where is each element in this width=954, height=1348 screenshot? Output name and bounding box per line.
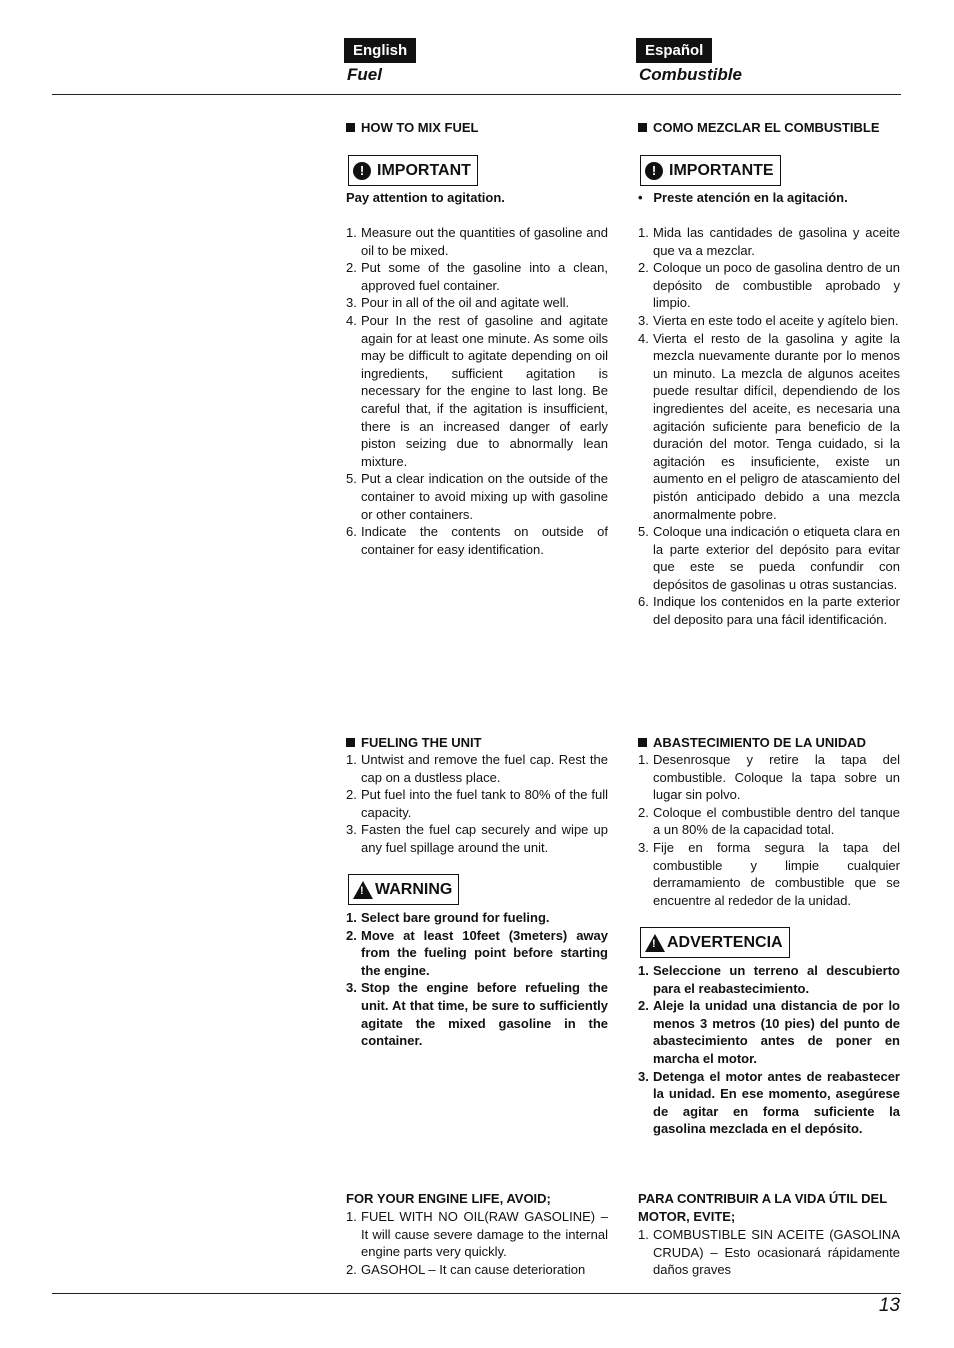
list-item-text: Pour in all of the oil and agitate well. — [361, 295, 570, 311]
list-item-number: 4. — [346, 312, 357, 328]
es-important-text: • Preste atención en la agitación. — [638, 190, 848, 205]
lang-tab-english: English — [344, 38, 416, 63]
square-bullet-icon — [638, 123, 647, 132]
list-item — [638, 224, 900, 259]
list-item-number: 1. — [346, 910, 357, 925]
section-title-english: Fuel — [347, 65, 382, 84]
list-item-text: Indicate the contents on outside of container for easy identification. — [361, 524, 608, 557]
list-item-text: Put some of the gasoline into a clean, approved fuel container. — [361, 260, 608, 293]
list-item-text: Aleje la unidad una distancia de por lo menos 3 metros (10 pies) del punto de abastecimiento antes de poner en marcha el motor. — [653, 998, 900, 1066]
square-bullet-icon — [346, 123, 355, 132]
square-bullet-icon — [346, 738, 355, 747]
es-avoid-steps — [638, 1226, 900, 1279]
list-item-number: 2. — [346, 1261, 357, 1277]
list-item-number: 3. — [638, 839, 649, 855]
lang-tab-spanish: Español — [636, 38, 712, 63]
en-avoid-heading: FOR YOUR ENGINE LIFE, AVOID; — [346, 1191, 551, 1206]
list-item-number: 2. — [638, 804, 649, 820]
list-item-text: Indique los contenidos en la parte exterior del deposito para una fácil identificación. — [653, 594, 900, 628]
section-title-spanish: Combustible — [639, 65, 742, 84]
es-mix-heading: COMO MEZCLAR EL COMBUSTIBLE — [638, 119, 880, 137]
list-item-number: 1. — [638, 963, 649, 978]
en-important-box — [348, 155, 478, 186]
list-item-number: 3. — [346, 980, 357, 996]
list-item — [346, 523, 608, 558]
list-item-text: Vierta el resto de la gasolina y agite la mezcla nuevamente durante por lo menos un minuto. La mezcla de algunos aceites puede resultar difícil, dependiendo de los ingredientes del aceite, es necesaria una agitación suficiente para beneficio de la duración del motor. Tenga cuidado, si la agitación es insuficiente, existe un aumento en el peligro de atascamiento del pistón anticipado debido a una mezcla anormalmente pobre. — [653, 330, 900, 522]
list-item-number: 3. — [346, 822, 357, 838]
list-item-text: Put fuel into the fuel tank to 80% of the full capacity. — [361, 787, 608, 820]
list-item — [346, 909, 608, 927]
exclamation-icon: ! — [353, 162, 371, 180]
en-mix-steps — [346, 224, 608, 558]
list-item-text: Measure out the quantities of gasoline and oil to be mixed. — [361, 225, 608, 258]
list-item — [346, 259, 608, 294]
list-item-number: 2. — [346, 787, 357, 803]
list-item-text: COMBUSTIBLE SIN ACEITE (GASOLINA CRUDA) – Esto ocasionará rápidamente daños graves — [653, 1227, 900, 1278]
list-item-text: Coloque una indicación o etiqueta clara en la parte exterior del depósito para evitar que este se pueda confundir con depósitos de gasolinas u otras sustancias. — [653, 524, 900, 592]
list-item — [346, 294, 608, 312]
list-item-number: 6. — [638, 594, 649, 610]
list-item — [638, 330, 900, 524]
important-label: IMPORTANT — [377, 161, 471, 179]
list-item-text: Untwist and remove the fuel cap. Rest the cap on a dustless place. — [361, 752, 608, 785]
list-item-number: 2. — [638, 998, 649, 1014]
list-item-number: 4. — [638, 330, 649, 346]
list-item-number: 6. — [346, 524, 357, 540]
list-item-number: 3. — [638, 1068, 649, 1084]
en-fuel-steps — [346, 751, 608, 857]
list-item — [638, 312, 900, 330]
list-item-number: 1. — [638, 752, 649, 767]
list-item-text: Fasten the fuel cap securely and wipe up any fuel spillage around the unit. — [361, 822, 608, 855]
list-item-text: Pour In the rest of gasoline and agitate again for at least one minute. As some oils may be difficult to agitate depending on oil ingredients, sufficient agitation is necessary for the engine to last long. Be careful that, if the agitation is insufficient, there is an increased danger of early piston seizing due to abnormally lean mixture. — [361, 312, 608, 469]
list-item-number: 2. — [346, 927, 357, 943]
list-item-number: 2. — [638, 260, 649, 276]
list-item — [346, 470, 608, 523]
list-item-number: 1. — [346, 1209, 357, 1224]
list-item — [346, 224, 608, 259]
header-rule — [52, 94, 901, 95]
list-item-text: Select bare ground for fueling. — [361, 910, 550, 925]
list-item-text: Vierta en este todo el aceite y agítelo bien. — [653, 312, 899, 328]
list-item-text: FUEL WITH NO OIL(RAW GASOLINE) – It will cause severe damage to the internal engine parts very quickly. — [361, 1209, 608, 1260]
es-fuel-steps — [638, 751, 900, 909]
warning-triangle-icon: ! — [645, 934, 665, 952]
list-item-text: Put a clear indication on the outside of the container to avoid mixing up with gasoline or other containers. — [361, 471, 608, 522]
list-item — [638, 1068, 900, 1138]
en-avoid-steps — [346, 1208, 608, 1278]
list-item-number: 1. — [638, 1227, 649, 1242]
en-warning-box — [348, 874, 459, 905]
warning-triangle-icon: ! — [353, 881, 373, 899]
es-warning-box — [640, 927, 790, 958]
es-mix-steps — [638, 224, 900, 629]
en-important-text: Pay attention to agitation. — [346, 190, 505, 205]
list-item-number: 3. — [346, 295, 357, 311]
list-item-text: Stop the engine before refueling the unit. At that time, be sure to sufficiently agitate the mixed gasoline in the container. — [361, 980, 608, 1049]
exclamation-icon: ! — [645, 162, 663, 180]
list-item-text: GASOHOL – It can cause deterioration — [361, 1261, 586, 1277]
es-fuel-heading: ABASTECIMIENTO DE LA UNIDAD — [638, 734, 866, 752]
list-item — [638, 839, 900, 909]
list-item-text: Detenga el motor antes de reabastecer la unidad. En ese momento, asegúrese de agitar en forma suficiente la gasolina mezclada en el depósito. — [653, 1068, 900, 1137]
list-item-number: 5. — [638, 524, 649, 540]
list-item-number: 5. — [346, 471, 357, 487]
list-item-number: 1. — [346, 752, 357, 767]
list-item — [346, 979, 608, 1049]
list-item — [638, 997, 900, 1067]
page-number: 13 — [878, 1295, 900, 1316]
importante-label: IMPORTANTE — [669, 161, 774, 179]
square-bullet-icon — [638, 738, 647, 747]
list-item-text: Move at least 10feet (3meters) away from the fueling point before starting the engine. — [361, 927, 608, 978]
list-item — [346, 927, 608, 980]
list-item — [346, 751, 608, 786]
list-item — [346, 786, 608, 821]
list-item-text: Fije en forma segura la tapa del combustible y limpie cualquier derramamiento de combustible que se encuentre al rededor de la unidad. — [653, 839, 900, 908]
en-fuel-heading: FUELING THE UNIT — [346, 734, 482, 752]
footer-rule — [52, 1293, 901, 1294]
list-item-number: 2. — [346, 260, 357, 276]
list-item — [638, 751, 900, 804]
list-item — [346, 821, 608, 856]
list-item — [638, 1226, 900, 1279]
list-item — [638, 804, 900, 839]
es-warning-steps — [638, 962, 900, 1138]
en-warning-steps — [346, 909, 608, 1050]
es-important-box — [640, 155, 781, 186]
advertencia-label: ADVERTENCIA — [667, 933, 783, 951]
list-item-text: Mida las cantidades de gasolina y aceite que va a mezclar. — [653, 225, 900, 258]
list-item — [638, 259, 900, 312]
list-item-number: 1. — [346, 225, 357, 240]
list-item-text: Desenrosque y retire la tapa del combustible. Coloque la tapa sobre un lugar sin polvo. — [653, 752, 900, 803]
list-item — [346, 1261, 608, 1279]
list-item-text: Coloque un poco de gasolina dentro de un depósito de combustible aprobado y limpio. — [653, 260, 900, 311]
list-item-number: 3. — [638, 312, 649, 328]
list-item — [346, 1208, 608, 1261]
list-item — [638, 523, 900, 593]
es-avoid-heading: PARA CONTRIBUIR A LA VIDA ÚTIL DEL MOTOR, EVITE; — [638, 1191, 887, 1224]
list-item-text: Coloque el combustible dentro del tanque a un 80% de la capacidad total. — [653, 804, 900, 838]
list-item — [638, 962, 900, 997]
en-mix-heading: HOW TO MIX FUEL — [346, 119, 478, 137]
list-item-number: 1. — [638, 225, 649, 240]
warning-label: WARNING — [375, 880, 453, 898]
list-item — [638, 593, 900, 628]
list-item — [346, 312, 608, 470]
list-item-text: Seleccione un terreno al descubierto para el reabastecimiento. — [653, 963, 900, 996]
